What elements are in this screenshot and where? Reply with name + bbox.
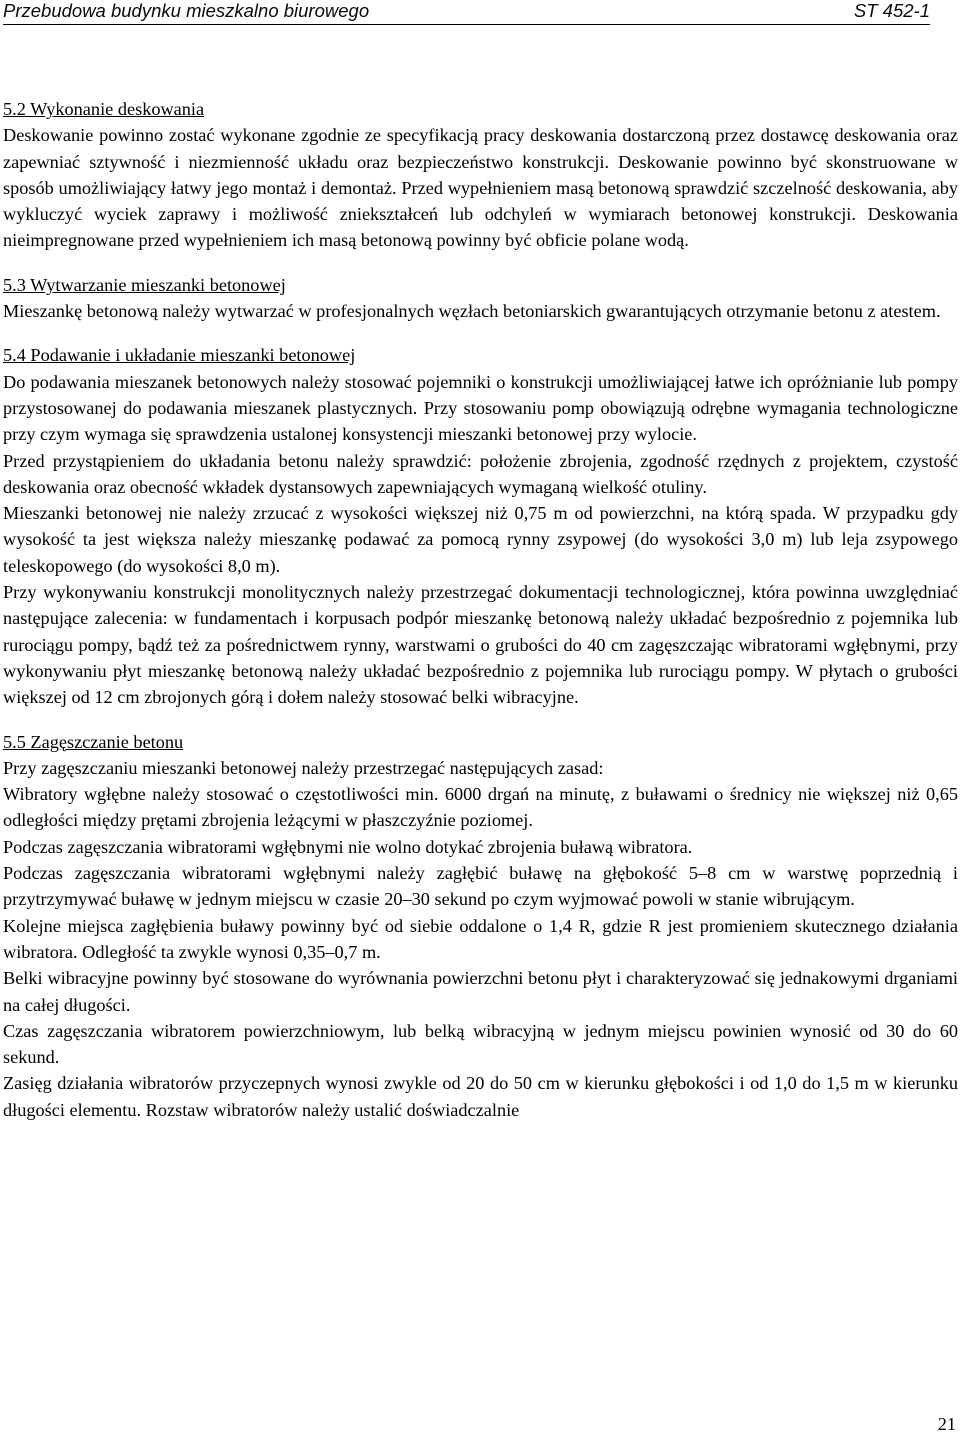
section-heading: 5.3 Wytwarzanie mieszanki betonowej xyxy=(3,274,286,295)
paragraph: Mieszankę betonową należy wytwarzać w profesjonalnych węzłach betoniarskich gwarantujących otrzymanie betonu z atestem. xyxy=(3,301,941,322)
section-heading: 5.5 Zagęszczanie betonu xyxy=(3,731,184,752)
paragraph: Zasięg działania wibratorów przyczepnych wynosi zwykle od 20 do 50 cm w kierunku głębokości i od 1,0 do 1,5 m w kierunku długości elementu. Rozstaw wibratorów należy ustalić doświadczalnie xyxy=(3,1073,958,1120)
paragraph: Podczas zagęszczania wibratorami wgłębnymi nie wolno dotykać zbrojenia buławą wibratora. xyxy=(3,836,693,857)
page-header xyxy=(3,0,930,26)
paragraph: Kolejne miejsca zagłębienia buławy powinny być od siebie oddalone o 1,4 R, gdzie R jest promieniem skutecznego działania wibratora. Odległość ta zwykle wynosi 0,35–0,7 m. xyxy=(3,915,958,962)
section-5-5 xyxy=(3,729,958,1123)
paragraph: Do podawania mieszanek betonowych należy stosować pojemniki o konstrukcji umożliwiającej łatwe ich opróżnianie lub pompy przystosowanej do podawania mieszanek plastycznych. Przy stosowaniu pomp obowiązują odrębne wymagania technologiczne przy czym wymaga się sprawdzenia ustalonej konsystencji mieszanki betonowej przy wylocie. xyxy=(3,371,958,445)
paragraph: Deskowanie powinno zostać wykonane zgodnie ze specyfikacją pracy deskowania dostarczoną przez dostawcę deskowania oraz zapewniać sztywność i niezmienność układu oraz bezpieczeństwo konstrukcji. Deskowanie powinno być skonstruowane w sposób umożliwiający łatwy jego montaż i demontaż. Przed wypełnieniem masą betonową sprawdzić szczelność deskowania, aby wykluczyć wyciek zaprawy i możliwość zniekształceń lub odchyleń w wymiarach betonowej konstrukcji. Deskowania nieimpregnowane przed wypełnieniem ich masą betonową powinny być obficie polane wodą. xyxy=(3,125,958,251)
paragraph: Mieszanki betonowej nie należy zrzucać z wysokości większej niż 0,75 m od powierzchni, na którą spada. W przypadku gdy wysokość ta jest większa należy mieszankę podawać za pomocą rynny zsypowej (do wysokości 3,0 m) lub leja zsypowego teleskopowego (do wysokości 8,0 m). xyxy=(3,503,958,576)
paragraph: Podczas zagęszczania wibratorami wgłębnymi należy zagłębić buławę na głębokość 5–8 cm w warstwę poprzednią i przytrzymywać buławę w jednym miejscu w czasie 20–30 sekund po czym wyjmować powoli w stanie wibrującym. xyxy=(3,863,958,910)
header-rule xyxy=(3,24,930,25)
section-heading: 5.2 Wykonanie deskowania xyxy=(3,99,205,119)
page-number: 21 xyxy=(937,1414,956,1434)
section-5-4 xyxy=(3,342,958,710)
section-heading: 5.4 Podawanie i układanie mieszanki betonowej xyxy=(3,345,356,366)
paragraph: Czas zagęszczania wibratorem powierzchniowym, lub belką wibracyjną w jednym miejscu powinien wynosić od 30 do 60 sekund. xyxy=(3,1020,958,1068)
spec-code: ST 452-1 xyxy=(853,0,930,21)
document-body xyxy=(3,96,958,1123)
section-5-2 xyxy=(3,96,958,254)
document-title: Przebudowa budynku mieszkalno biurowego xyxy=(3,0,370,21)
paragraph: Belki wibracyjne powinny być stosowane do wyrównania powierzchni betonu płyt i charakteryzować się jednakowymi drganiami na całej długości. xyxy=(3,968,958,1015)
paragraph: Przy zagęszczaniu mieszanki betonowej należy przestrzegać następujących zasad: xyxy=(3,757,604,778)
paragraph: Przed przystąpieniem do układania betonu należy sprawdzić: położenie zbrojenia, zgodność rzędnych z projektem, czystość deskowania oraz obecność wkładek dystansowych zapewniających wymaganą wielkość otuliny. xyxy=(3,450,958,497)
paragraph: Wibratory wgłębne należy stosować o częstotliwości min. 6000 drgań na minutę, z buławami o średnicy nie większej niż 0,65 odległości między prętami zbrojenia leżącymi w płaszczyźnie poziomej. xyxy=(3,784,958,831)
section-5-3 xyxy=(3,272,958,325)
paragraph: Przy wykonywaniu konstrukcji monolitycznych należy przestrzegać dokumentacji technologicznej, która powinna uwzględniać następujące zalecenia: w fundamentach i korpusach podpór mieszankę betonową należy układać bezpośrednio z pojemnika lub rurociągu pompy, bądź też za pośrednictwem rynny, warstwami o grubości do 40 cm zagęszczając wibratorami wgłębnymi, przy wykonywaniu płyt mieszankę betonową należy układać bezpośrednio z pojemnika lub rurociągu pompy. W płytach o grubości większej od 12 cm zbrojonych górą i dołem należy stosować belki wibracyjne. xyxy=(3,582,958,708)
